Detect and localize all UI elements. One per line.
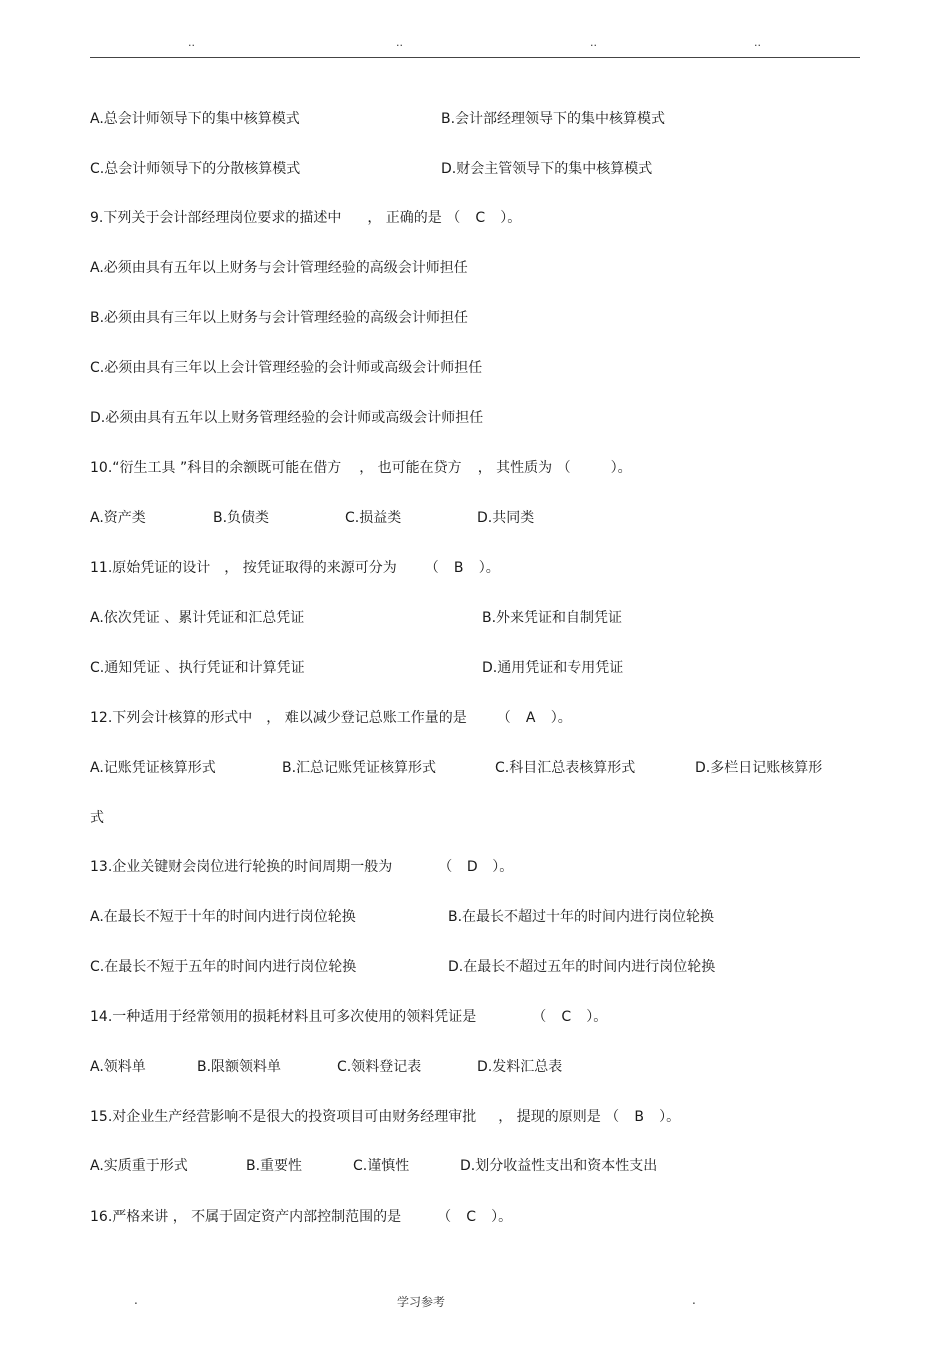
option-12d: D.多栏日记账核算形: [695, 760, 823, 776]
question-11-text: 11.原始凭证的设计: [90, 560, 211, 576]
question-9-text: ， 正确的是 （: [367, 210, 461, 226]
question-14-answer: C: [561, 1009, 572, 1025]
question-16-text: （: [437, 1209, 452, 1225]
option-14b: B.限额领料单: [197, 1059, 282, 1075]
question-16-text: 16.严格来讲 ， 不属于固定资产内部控制范围的是: [90, 1209, 402, 1225]
option-12a: A.记账凭证核算形式: [90, 760, 216, 776]
question-9: [90, 208, 521, 228]
question-13-text: ）。: [492, 859, 514, 875]
question-15: [90, 1107, 680, 1127]
option-15a: A.实质重于形式: [90, 1158, 188, 1174]
header-mark: ..: [590, 36, 597, 49]
option-15c: C.谨慎性: [353, 1158, 410, 1174]
page-footer: [0, 1293, 950, 1313]
question-14-text: （: [532, 1009, 547, 1025]
question-14: [90, 1007, 607, 1027]
option-13a: A.在最长不短于十年的时间内进行岗位轮换: [90, 909, 356, 925]
footer-caption: 学习参考: [397, 1295, 446, 1309]
question-11-text: ， 按凭证取得的来源可分为: [224, 560, 397, 576]
question-15-answer: B: [634, 1109, 644, 1125]
option-9a: A.必须由具有五年以上财务与会计管理经验的高级会计师担任: [90, 260, 468, 276]
option-12b: B.汇总记账凭证核算形式: [282, 760, 437, 776]
question-16: [90, 1207, 512, 1227]
question-11-answer: B: [453, 560, 464, 576]
question-9-text: ）。: [500, 210, 522, 226]
question-15-text: ， 提现的原则是 （: [498, 1109, 620, 1125]
question-12-text: ， 难以减少登记总账工作量的是: [266, 710, 467, 726]
option-10d: D.共同类: [477, 510, 535, 526]
question-11-text: （: [424, 560, 439, 576]
page-header-marks: [0, 36, 950, 56]
question-13-answer: D: [466, 859, 478, 875]
question-15-text: ）。: [659, 1109, 681, 1125]
question-10-text: ， 其性质为 （: [477, 460, 571, 476]
question-11-text: ）。: [478, 560, 500, 576]
question-10-text: 10.“衍生工具 ”科目的余额既可能在借方: [90, 460, 342, 476]
question-15-text: 15.对企业生产经营影响不是很大的投资项目可由财务经理审批: [90, 1109, 477, 1125]
question-14-text: ）。: [586, 1009, 608, 1025]
option-8b: B.会计部经理领导下的集中核算模式: [441, 111, 666, 127]
question-12-answer: A: [525, 710, 536, 726]
option-11d: D.通用凭证和专用凭证: [482, 660, 624, 676]
question-16-answer: C: [466, 1209, 477, 1225]
question-11: [90, 558, 500, 578]
question-13: [90, 857, 513, 877]
header-mark: ..: [188, 36, 195, 49]
header-mark: ..: [754, 36, 761, 49]
option-9b: B.必须由具有三年以上财务与会计管理经验的高级会计师担任: [90, 310, 469, 326]
question-16-text: ）。: [491, 1209, 513, 1225]
option-8a: A.总会计师领导下的集中核算模式: [90, 111, 300, 127]
option-11c: C.通知凭证 、执行凭证和计算凭证: [90, 660, 305, 676]
header-rule: [90, 57, 860, 58]
option-11a: A.依次凭证 、累计凭证和汇总凭证: [90, 610, 305, 626]
option-15d: D.划分收益性支出和资本性支出: [460, 1158, 658, 1174]
question-13-text: （: [438, 859, 453, 875]
option-13d: D.在最长不超过五年的时间内进行岗位轮换: [448, 959, 716, 975]
option-10b: B.负债类: [213, 510, 270, 526]
option-8c: C.总会计师领导下的分散核算模式: [90, 161, 301, 177]
option-9c: C.必须由具有三年以上会计管理经验的会计师或高级会计师担任: [90, 360, 483, 376]
question-14-text: 14.一种适用于经常领用的损耗材料且可多次使用的领料凭证是: [90, 1009, 477, 1025]
option-8d: D.财会主管领导下的集中核算模式: [441, 161, 653, 177]
header-mark: ..: [396, 36, 403, 49]
option-10c: C.损益类: [345, 510, 402, 526]
question-9-answer: C: [475, 210, 486, 226]
question-12: [90, 708, 572, 728]
option-13c: C.在最长不短于五年的时间内进行岗位轮换: [90, 959, 357, 975]
option-15b: B.重要性: [246, 1158, 303, 1174]
question-10: [90, 458, 632, 478]
option-12c: C.科目汇总表核算形式: [495, 760, 636, 776]
footer-right-mark: .: [692, 1293, 696, 1307]
question-12-text: 12.下列会计核算的形式中: [90, 710, 253, 726]
question-9-text: 9.下列关于会计部经理岗位要求的描述中: [90, 210, 342, 226]
option-14a: A.领料单: [90, 1059, 146, 1075]
question-12-text: （: [496, 710, 511, 726]
option-13b: B.在最长不超过十年的时间内进行岗位轮换: [448, 909, 715, 925]
option-14d: D.发料汇总表: [477, 1059, 563, 1075]
option-10a: A.资产类: [90, 510, 146, 526]
question-10-text: ）。: [610, 460, 632, 476]
option-12d-wrap: 式: [90, 810, 104, 826]
option-9d: D.必须由具有五年以上财务管理经验的会计师或高级会计师担任: [90, 410, 484, 426]
option-11b: B.外来凭证和自制凭证: [482, 610, 623, 626]
question-13-text: 13.企业关键财会岗位进行轮换的时间周期一般为: [90, 859, 393, 875]
option-14c: C.领料登记表: [337, 1059, 422, 1075]
footer-left-mark: .: [134, 1293, 138, 1307]
question-12-text: ）。: [550, 710, 572, 726]
question-10-text: ， 也可能在贷方: [359, 460, 462, 476]
